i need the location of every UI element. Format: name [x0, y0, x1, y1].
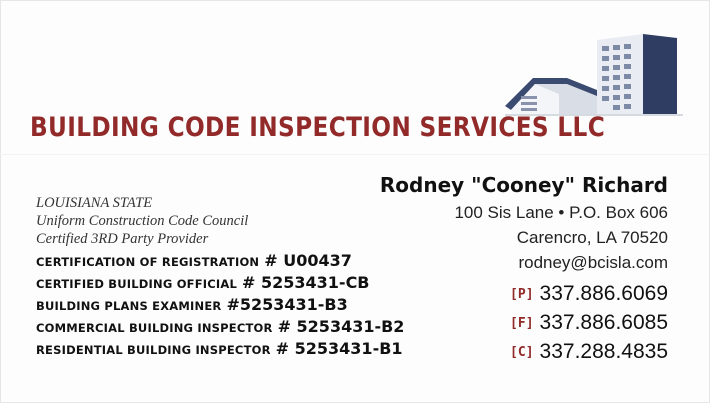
credential-row [36, 250, 396, 272]
state-line: LOUISIANA STATE [36, 195, 153, 211]
credential-label: CERTIFICATION OF REGISTRATION [36, 255, 260, 269]
credential-number: #5253431-B3 [226, 295, 348, 314]
address-line-1: 100 Sis Lane • P.O. Box 606 [454, 203, 668, 222]
credential-label: RESIDENTIAL BUILDING INSPECTOR [36, 343, 271, 357]
credential-number: # 5253431-B2 [277, 317, 405, 336]
company-name: BUILDING CODE INSPECTION SERVICES LLC [30, 112, 606, 143]
credential-row [36, 294, 396, 316]
cell-tag: [C] [510, 345, 534, 360]
contact-block [380, 170, 668, 366]
phone-row [380, 279, 668, 308]
house-and-building-icon [505, 30, 683, 118]
phone-tag: [P] [510, 287, 534, 302]
provider-line: Certified 3RD Party Provider [36, 231, 209, 247]
address-line-2: Carencro, LA 70520 [516, 228, 668, 247]
cell-row [380, 337, 668, 366]
credential-row [36, 272, 396, 294]
credential-label: CERTIFIED BUILDING OFFICIAL [36, 277, 238, 291]
fax-row [380, 308, 668, 337]
credential-label: BUILDING PLANS EXAMINER [36, 299, 222, 313]
contact-name: Rodney "Cooney" Richard [379, 173, 668, 197]
credential-label: COMMERCIAL BUILDING INSPECTOR [36, 321, 273, 335]
fax-tag: [F] [510, 316, 534, 331]
fax-number: 337.886.6085 [539, 311, 668, 334]
divider [0, 154, 710, 155]
council-line: Uniform Construction Code Council [36, 213, 249, 229]
credential-number: # 5253431-B1 [275, 339, 403, 358]
credential-row [36, 316, 405, 338]
credentials-block [36, 194, 405, 360]
credential-number: # U00437 [264, 251, 352, 270]
cell-number: 337.288.4835 [539, 340, 668, 363]
credential-row [36, 338, 403, 360]
phone-number: 337.886.6069 [539, 282, 668, 305]
email: rodney@bcisla.com [518, 253, 668, 272]
credential-number: # 5253431-CB [242, 273, 370, 292]
